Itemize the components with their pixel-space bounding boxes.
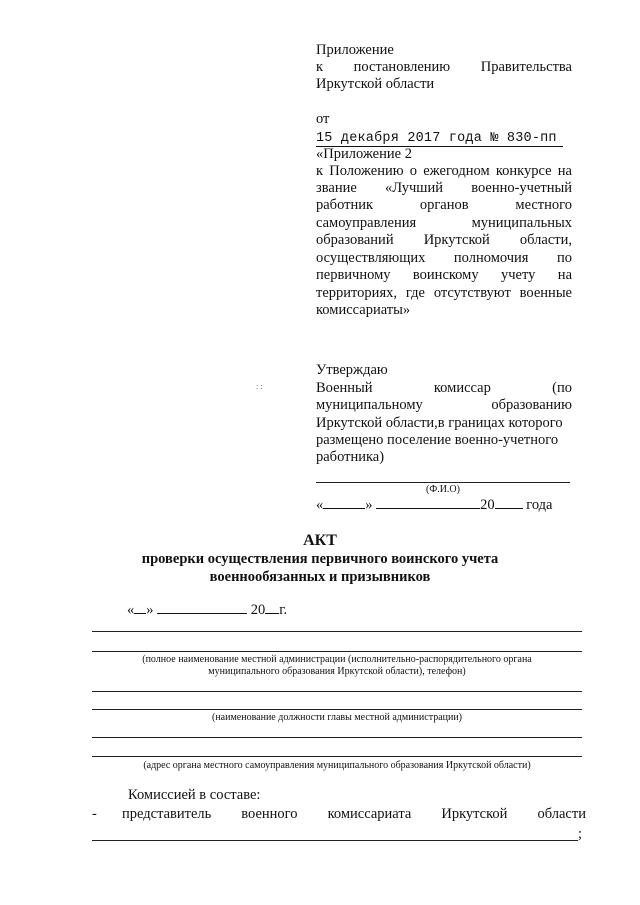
fill-line-address-1 [92,737,582,738]
approve-line-2: муниципальному образованию [316,397,572,413]
side-mark: : : [256,382,263,391]
fill-line-admin-2 [92,651,582,652]
approve-line-1: Военный комиссар (по [316,380,572,396]
fio-caption: (Ф.И.О) [425,484,460,495]
fill-line-head-1 [92,691,582,692]
approve-line-5: работника) [316,449,385,465]
commission-dash: - [92,806,97,822]
header-date [316,111,572,147]
appendix-line-8: территориях, где отсутствуют военные [316,285,572,301]
approve-title: Утверждаю [316,362,388,378]
caption-admin-1: (полное наименование местной администрации (исполнительно-распорядительного органа [142,654,532,665]
approve-year-blank [495,496,523,509]
commission-word-3: комиссариата [327,806,412,822]
appendix-line-3: работник органов местного [316,197,572,213]
commission-word-4: Иркутской [441,806,508,822]
approve-line-4: размещено поселение военно-учетного [316,432,559,448]
approve-date-open: « [316,497,324,513]
commission-line [122,806,586,823]
approve-line-3: Иркутской области,в границах которого [316,415,563,431]
appendix-title: «Приложение 2 [316,146,412,162]
commission-word-2: военного [241,806,298,822]
fill-line-admin-1 [92,631,582,632]
appendix-line-1: к Положению о ежегодном конкурсе на [316,163,572,179]
act-day-blank [134,601,146,614]
commission-title: Комиссией в составе: [128,787,261,803]
act-year-suffix: г. [279,602,288,618]
approve-day-blank [323,496,365,509]
act-month-blank [157,601,247,614]
header-word-postanovleniyu: постановлению [353,59,451,75]
act-subtitle-2: военнообязанных и призывников [209,569,431,585]
appendix-line-5: образований Иркутской области, [316,232,572,248]
commission-word-5: области [537,806,586,822]
commission-end: ; [578,826,583,842]
caption-admin-2: муниципального образования Иркутской области), телефон) [208,666,466,677]
date-prefix: от [316,111,330,127]
approve-date [316,496,576,515]
header-line1: Приложение [316,42,394,58]
act-date-open: « [127,602,135,618]
caption-address: (адрес органа местного самоуправления муниципального образования Иркутской области) [143,760,531,771]
fill-line-head-2 [92,709,582,710]
act-year-prefix: 20 [250,602,266,618]
approve-year-suffix: года [526,497,553,513]
act-subtitle-1: проверки осуществления первичного воинского учета [141,551,499,567]
caption-head: (наименование должности главы местной администрации) [211,712,463,723]
header-line2 [316,59,572,77]
fill-line-commission [92,840,578,841]
appendix-line-2: звание «Лучший военно-учетный [316,180,572,196]
approve-month-blank [376,496,480,509]
appendix-last-line: комиссариаты» [316,302,411,318]
header-word-pravitelstva: Правительства [480,59,572,75]
act-year-blank [265,601,279,614]
appendix-line-4: самоуправления муниципальных [316,215,572,231]
appendix-line-7: первичному воинскому учету на [316,267,572,283]
header-word-k: к [316,59,324,75]
approve-year-prefix: 20 [480,497,495,513]
act-date-close: » [146,602,154,618]
approve-date-close: » [365,497,373,513]
act-title: АКТ [303,532,337,549]
commission-word-1: представитель [122,806,212,822]
appendix-line-6: осуществляющих полномочия по [316,250,572,266]
fill-line-address-2 [92,756,582,757]
act-date [127,601,287,619]
date-value: 15 декабря 2017 года № 830-пп [316,131,563,147]
header-line3: Иркутской области [316,76,435,92]
